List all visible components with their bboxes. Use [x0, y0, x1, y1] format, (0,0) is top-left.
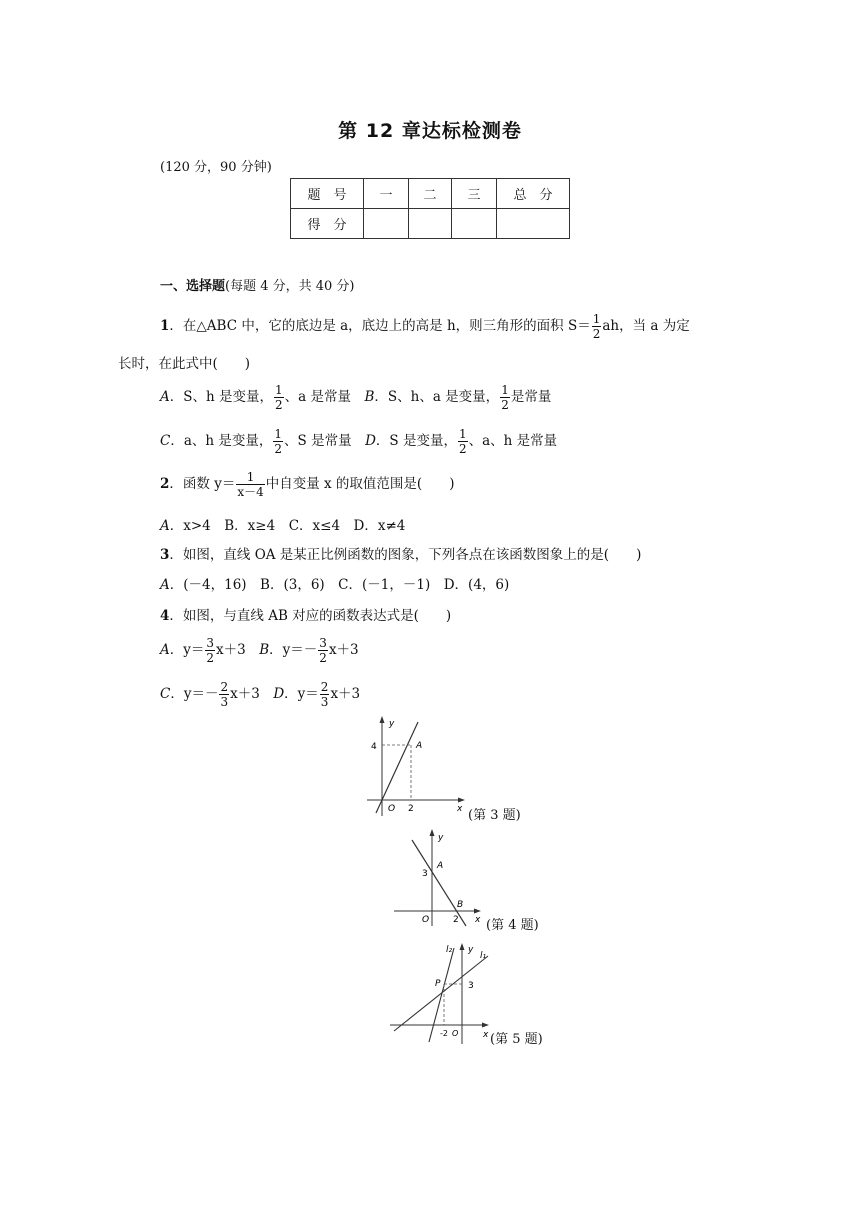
numerator: 2	[220, 680, 229, 694]
table-cell: 总 分	[497, 179, 570, 209]
point-p-label: P	[435, 979, 441, 989]
table-cell: 一	[364, 179, 409, 209]
question-number: 2	[160, 476, 170, 492]
option-text: x＋3	[230, 686, 274, 702]
option-text: x＋3	[216, 642, 260, 658]
point-b-label: B	[457, 900, 464, 910]
numerator: 1	[274, 383, 283, 397]
point-a-label: A	[437, 861, 444, 871]
table-cell	[497, 209, 570, 239]
option-letter: A	[160, 518, 170, 534]
x-axis-label: x	[483, 1030, 489, 1040]
question-4	[160, 604, 451, 624]
numerator: 1	[592, 312, 601, 326]
table-row	[291, 179, 570, 209]
section-heading	[160, 275, 355, 294]
denominator: 2	[319, 651, 327, 665]
numerator: 1	[274, 427, 283, 441]
figure-5-caption: (第 5 题)	[490, 1032, 543, 1047]
question-text: ．如图，直线 OA 是某正比例函数的图象，下列各点在该函数图象上的是( )	[169, 547, 642, 563]
figure-3-graph	[362, 714, 472, 820]
question-4-options-cd	[160, 680, 360, 709]
figure-3-caption: (第 3 题)	[468, 808, 521, 823]
table-cell: 题 号	[291, 179, 364, 209]
option-text: 、a、h 是常量	[468, 433, 558, 449]
fraction	[458, 427, 468, 456]
table-row	[291, 209, 570, 239]
denominator: 2	[501, 398, 509, 412]
option-text: ．S 是变量，	[375, 433, 457, 449]
question-1-options-ab	[160, 383, 551, 412]
option-letter: A	[160, 577, 170, 593]
y-axis-label: y	[389, 719, 395, 729]
point-a-label: A	[416, 741, 423, 751]
table-cell	[409, 209, 452, 239]
numerator: 3	[206, 636, 215, 650]
origin-label: O	[422, 915, 430, 925]
fraction	[219, 680, 229, 709]
table-cell	[364, 209, 409, 239]
section-note: (每题 4 分，共 40 分)	[225, 279, 355, 294]
question-4-options-ab	[160, 636, 359, 665]
option-letter: B	[364, 389, 375, 405]
tick-label: -2	[440, 1029, 448, 1038]
question-3	[160, 543, 641, 563]
option-text: x＋3	[328, 642, 359, 658]
option-text: ．y＝－	[269, 642, 318, 658]
denominator: 2	[274, 442, 283, 456]
option-text: ．S、h、a 是变量，	[374, 389, 500, 405]
question-text: ．在△ABC 中，它的底边是 a，底边上的高是 h，则三角形的面积 S＝	[169, 318, 591, 334]
fraction	[320, 680, 330, 709]
y-axis-label: y	[468, 945, 474, 955]
option-text: ．x>4 B．x≥4 C．x≤4 D．x≠4	[169, 518, 406, 534]
table-cell: 得 分	[291, 209, 364, 239]
option-letter: C	[160, 686, 171, 702]
table-cell: 二	[409, 179, 452, 209]
exam-info: (120 分，90 分钟)	[160, 160, 272, 175]
x-axis-label: x	[457, 804, 463, 814]
fraction	[318, 636, 328, 665]
option-letter: A	[160, 389, 170, 405]
question-text: ．函数 y＝	[169, 476, 236, 492]
denominator: x－4	[237, 485, 264, 499]
numerator: 1	[246, 470, 255, 484]
tick-label: 3	[468, 981, 474, 991]
figure-5-graph	[388, 938, 498, 1048]
x-axis-label: x	[475, 915, 481, 925]
question-number: 3	[160, 547, 170, 563]
numerator: 1	[458, 427, 467, 441]
denominator: 2	[274, 398, 283, 412]
section-title: 一、选择题	[160, 279, 226, 294]
option-text: ．y＝－	[170, 686, 219, 702]
option-letter: D	[273, 686, 285, 702]
numerator: 3	[319, 636, 327, 650]
option-text: ．a、h 是变量，	[170, 433, 273, 449]
denominator: 3	[320, 695, 329, 709]
fraction	[592, 312, 602, 341]
fraction	[274, 383, 284, 412]
option-letter: D	[365, 433, 376, 449]
option-letter: C	[160, 433, 171, 449]
option-letter: A	[160, 642, 170, 658]
fraction	[273, 427, 283, 456]
numerator: 2	[320, 680, 329, 694]
numerator: 1	[501, 383, 509, 397]
denominator: 2	[592, 327, 601, 341]
question-2-options	[160, 514, 405, 534]
denominator: 2	[206, 651, 215, 665]
question-3-options	[160, 573, 509, 593]
question-2	[160, 470, 454, 499]
fraction	[500, 383, 510, 412]
tick-label: 3	[422, 869, 428, 879]
figure-4-graph	[390, 826, 490, 930]
option-text: ．S、h 是变量，	[169, 389, 273, 405]
option-text: ．y＝	[284, 686, 319, 702]
score-table	[290, 178, 570, 239]
tick-label: 2	[453, 915, 459, 925]
option-text: ．y＝	[169, 642, 205, 658]
fraction	[205, 636, 215, 665]
denominator: 2	[458, 442, 467, 456]
option-text: 是常量	[510, 389, 552, 405]
option-text: x＋3	[330, 686, 361, 702]
question-text: 中自变量 x 的取值范围是( )	[265, 476, 455, 492]
option-text: ．(－4，16) B．(3，6) C．(－1，－1) D．(4，6)	[169, 577, 510, 593]
denominator: 3	[220, 695, 229, 709]
line-l1-label: l₁	[480, 951, 487, 961]
fraction	[236, 470, 264, 499]
table-cell	[452, 209, 497, 239]
question-1	[160, 312, 690, 341]
table-cell: 三	[452, 179, 497, 209]
y-axis-label: y	[438, 833, 444, 843]
page-title: 第 12 章达标检测卷	[338, 120, 522, 142]
option-text: 、S 是常量	[284, 433, 366, 449]
question-number: 4	[160, 608, 170, 624]
option-text: 、a 是常量	[284, 389, 365, 405]
tick-label: 4	[371, 742, 377, 752]
option-letter: B	[259, 642, 270, 658]
question-1-cont: 长时，在此式中( )	[118, 356, 251, 372]
tick-label: 2	[408, 804, 414, 814]
question-text: ah，当 a 为定	[602, 318, 690, 334]
question-1-options-cd	[160, 427, 557, 456]
question-number: 1	[160, 318, 170, 334]
question-text: ．如图，与直线 AB 对应的函数表达式是( )	[169, 608, 452, 624]
figure-4-caption: (第 4 题)	[486, 918, 539, 933]
origin-label: O	[388, 804, 396, 814]
line-l2-label: l₂	[446, 945, 453, 955]
origin-label: O	[452, 1029, 459, 1038]
